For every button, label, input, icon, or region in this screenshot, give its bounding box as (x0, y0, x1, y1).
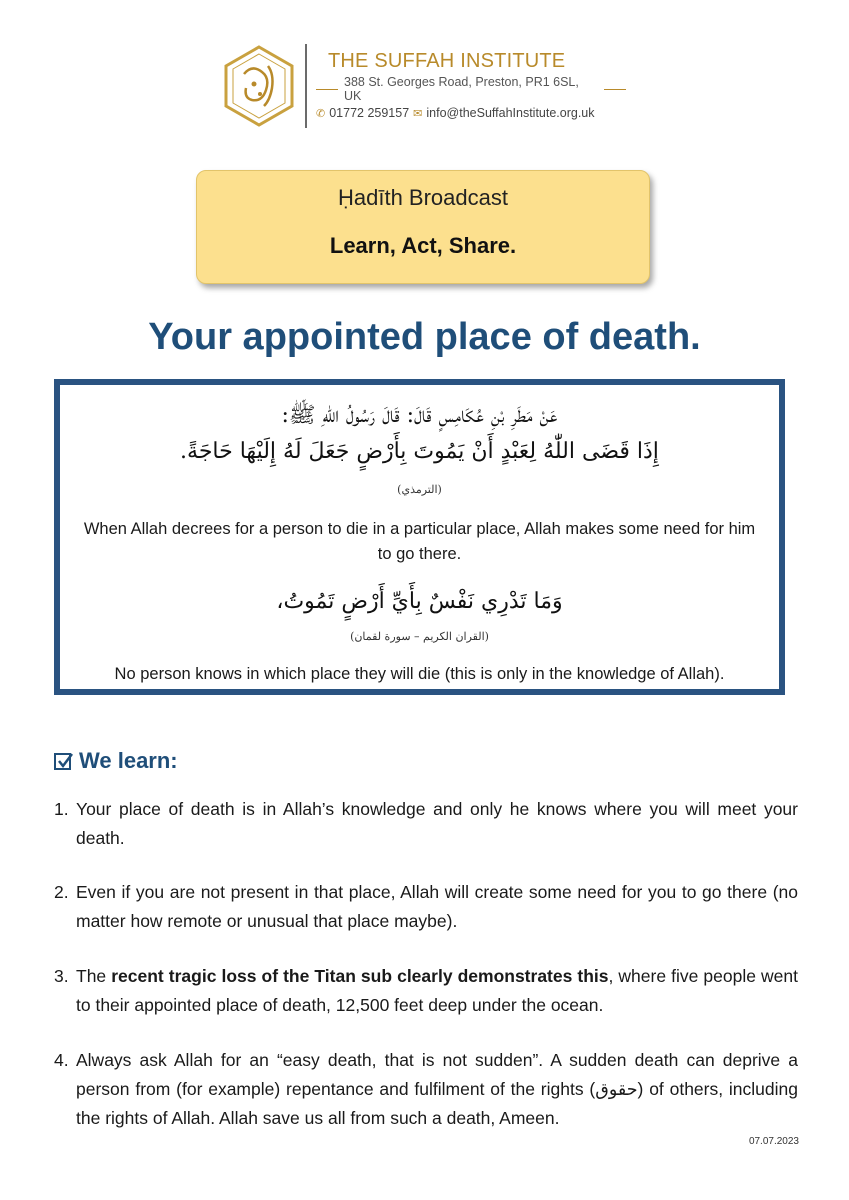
header-divider (305, 44, 307, 128)
hadith-arabic-narration: عَنْ مَطَرِ بْنِ عُكَامِسٍ قَالَ: قَالَ رَسُولُ اللّٰهِ ﷺ: (281, 403, 558, 428)
hadith-box (54, 379, 785, 695)
list-item-text-bold: recent tragic loss of the Titan sub clearly demonstrates this (111, 966, 609, 986)
list-item-text: Always ask Allah for an “easy death, that is not sudden”. A sudden death can deprive a person from (for example) repentance and fulfilment of the rights (حقوق) of others, including the rights of Allah. Allah save us all from such a death, Ameen. (76, 1050, 798, 1128)
list-item (54, 1046, 798, 1133)
list-item-text (76, 962, 798, 1020)
list-item (54, 962, 798, 1020)
checkbox-checked-icon (54, 753, 71, 770)
email-icon: ✉ (413, 107, 423, 120)
hadith-broadcast-banner (196, 170, 650, 284)
list-item-number: 3. (54, 966, 69, 986)
banner-subtitle: Learn, Act, Share. (329, 233, 517, 258)
list-item-text-before: The (76, 966, 112, 986)
address-text: 388 St. Georges Road, Preston, PR1 6SL, UK (344, 75, 579, 103)
quran-translation: No person knows in which place they will die (this is only in the knowledge of Allah). (114, 665, 725, 683)
address-rule-left (316, 89, 338, 90)
list-item-number: 1. (54, 799, 69, 819)
list-item (54, 878, 798, 936)
list-item-number: 4. (54, 1050, 69, 1070)
document-date: 07.07.2023 (748, 1136, 799, 1147)
quran-reference: (القران الكريم – سورة لقمان) (350, 630, 489, 643)
contact-row (316, 106, 595, 120)
email-address[interactable]: info@theSuffahInstitute.org.uk (426, 106, 595, 120)
learn-heading-text: We learn: (79, 748, 178, 773)
list-item-text-after: , where five people went to their appointed place of death, 12,500 feet deep under the ocean. (76, 966, 798, 1015)
learn-heading (54, 748, 178, 774)
list-item-number: 2. (54, 882, 69, 902)
org-name: THE SUFFAH INSTITUTE (328, 50, 566, 72)
list-item-text: Even if you are not present in that place, Allah will create some need for you to go there (no matter how remote or unusual that place maybe). (76, 882, 798, 931)
institute-logo (222, 44, 296, 128)
page-title: Your appointed place of death. (148, 316, 701, 358)
hadith-arabic-text: إِذَا قَضَى اللّٰهُ لِعَبْدٍ أَنْ يَمُوتَ بِأَرْضٍ جَعَلَ لَهُ إِلَيْهَا حَاجَةً. (180, 439, 659, 464)
address-row (316, 75, 626, 103)
list-item (54, 795, 798, 853)
phone-icon: ✆ (316, 107, 326, 120)
phone-number[interactable]: 01772 259157 (329, 106, 410, 120)
list-item-text: Your place of death is in Allah’s knowledge and only he knows where you will meet your death. (76, 799, 798, 848)
address-rule-right (604, 89, 626, 90)
quran-verse-arabic: وَمَا تَدْرِي نَفْسٌ بِأَيِّ أَرْضٍ تَمُوتُ، (276, 589, 563, 614)
banner-title: Ḥadīth Broadcast (338, 185, 508, 210)
hadith-reference: (الترمذي) (397, 483, 442, 496)
hadith-translation: When Allah decrees for a person to die in a particular place, Allah makes some need for him to go there. (83, 520, 756, 563)
